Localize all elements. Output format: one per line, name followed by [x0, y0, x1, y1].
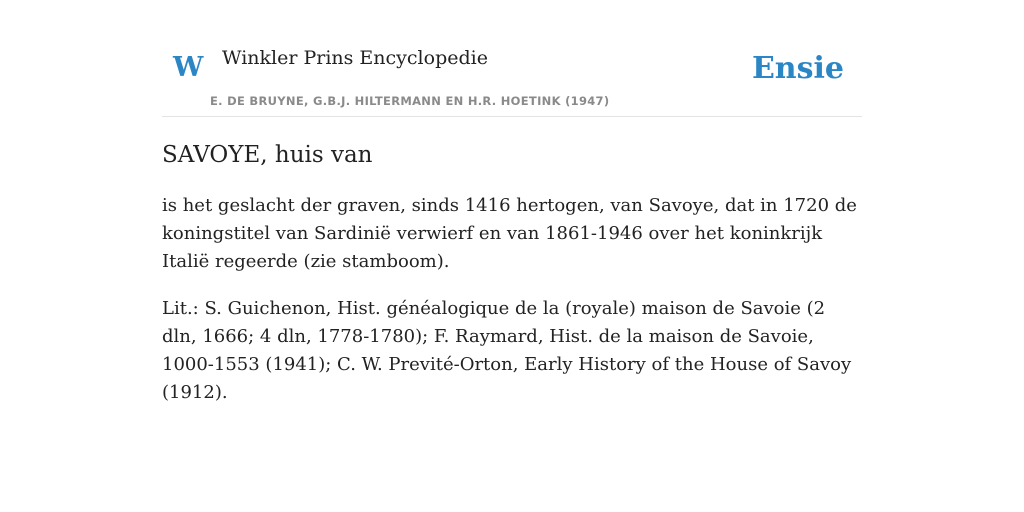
article-title: SAVOYE, huis van	[162, 142, 373, 168]
ensie-logo[interactable]: Ensie	[751, 51, 844, 86]
page-header	[162, 0, 862, 117]
article-paragraph-literature: Lit.: S. Guichenon, Hist. généalogique de la (royale) maison de Savoie (2 dln, 1666; 4 dln, 1778-1780); F. Raymard, Hist. de la maison de Savoie, 1000-1553 (1941); C. W. Previté-Orton, Early History of the House of Savoy (1912).	[162, 298, 852, 403]
book-title[interactable]: Winkler Prins Encyclopedie	[222, 47, 488, 69]
article-paragraph-definition: is het geslacht der graven, sinds 1416 hertogen, van Savoye, dat in 1720 de koningstitel van Sardinië verwierf en van 1861-1946 over het koninkrijk Italië regeerde (zie stamboom).	[162, 195, 857, 272]
book-authors: E. DE BRUYNE, G.B.J. HILTERMANN EN H.R. HOETINK (1947)	[210, 94, 610, 108]
article	[162, 138, 862, 407]
winkler-prins-logo[interactable]: W	[173, 52, 204, 83]
